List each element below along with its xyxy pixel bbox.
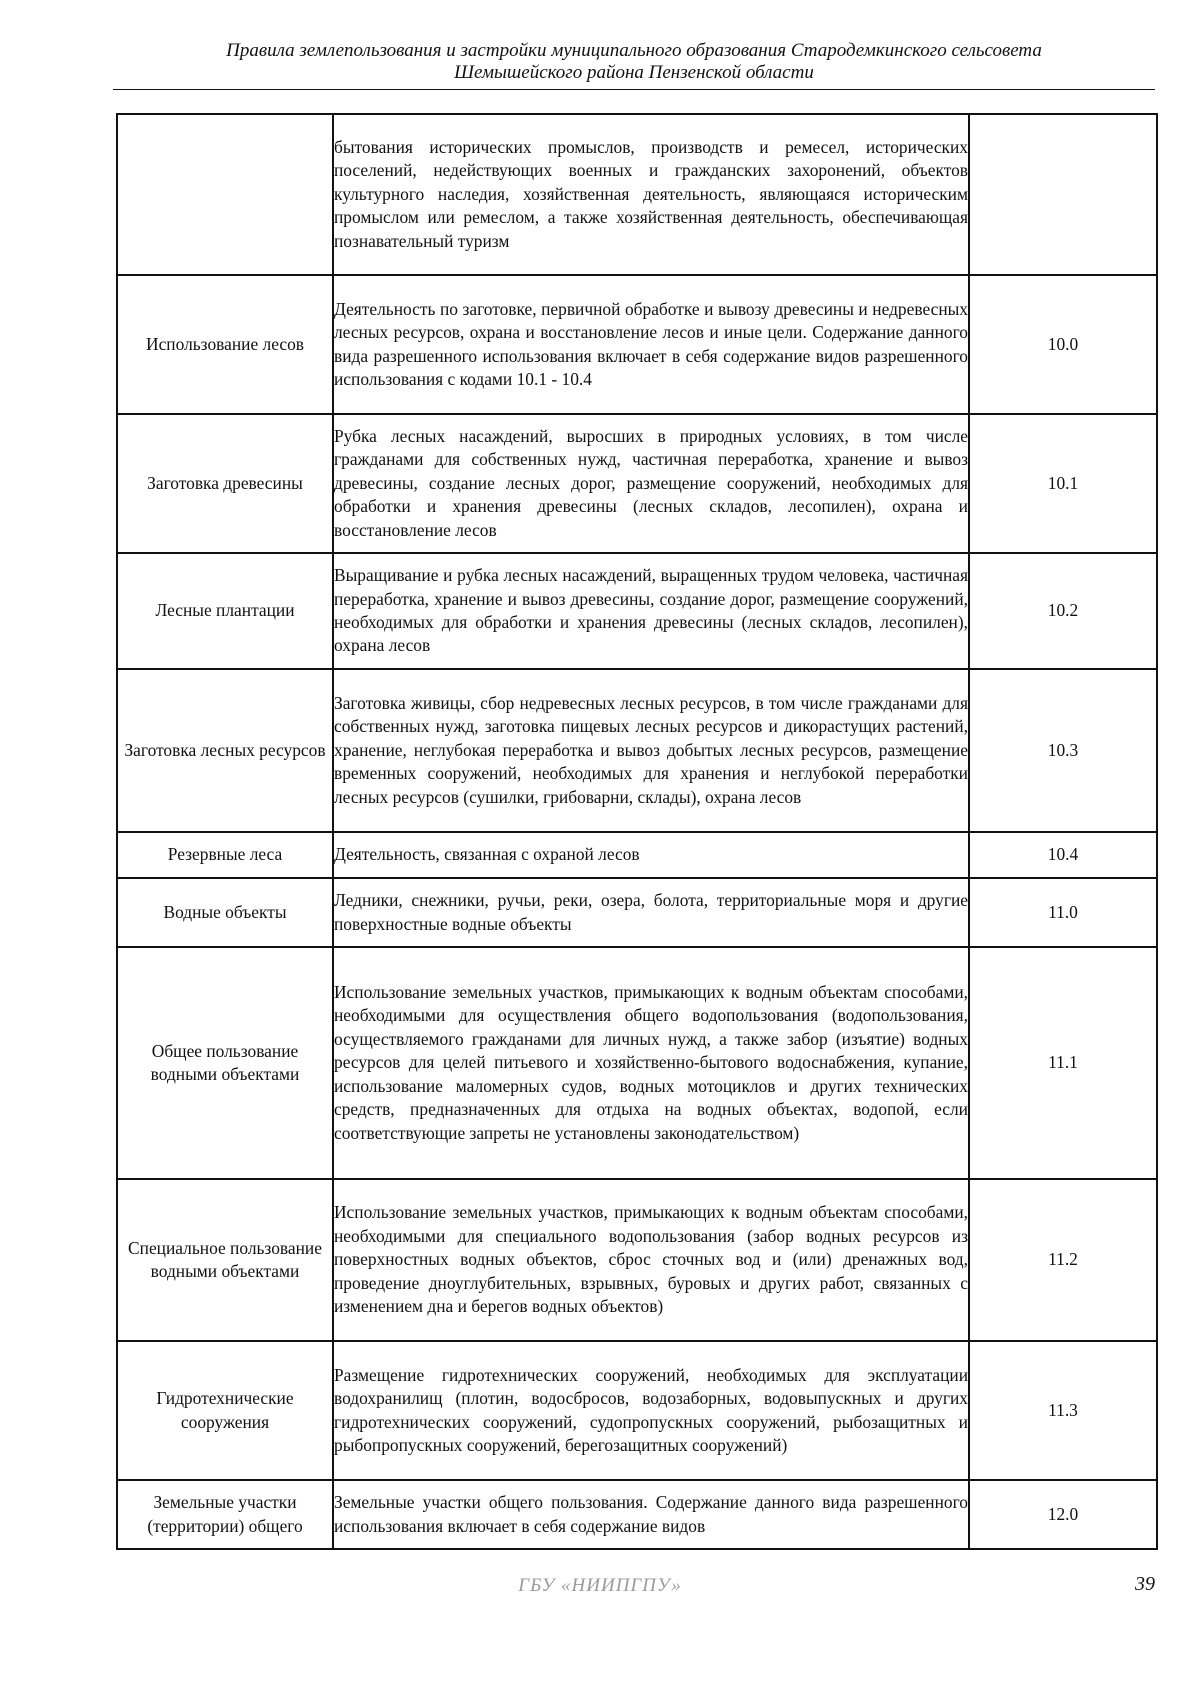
running-header	[113, 40, 1155, 84]
use-type-description: Выращивание и рубка лесных насаждений, выращенных трудом человека, частичная переработка, хранение и вывоз древесины, создание дорог, размещение сооружений, необходимых для обработки и хранения древесины (лесных складов, лесопилен), охрана лесов	[333, 553, 969, 669]
use-type-name	[117, 114, 333, 275]
use-type-code: 10.0	[969, 275, 1157, 414]
use-type-code	[969, 114, 1157, 275]
use-type-description: Заготовка живицы, сбор недревесных лесных ресурсов, в том числе гражданами для собственных нужд, заготовка пищевых лесных ресурсов и дикорастущих растений, хранение, неглубокая переработка и вывоз добытых лесных ресурсов, размещение временных сооружений, необходимых для хранения и неглубокой переработки лесных ресурсов (сушилки, грибоварни, склады), охрана лесов	[333, 669, 969, 832]
use-type-name: Общее пользование водными объектами	[117, 947, 333, 1179]
use-type-code: 11.0	[969, 878, 1157, 947]
use-type-code: 10.4	[969, 832, 1157, 878]
use-type-code: 11.1	[969, 947, 1157, 1179]
use-type-description: Земельные участки общего пользования. Содержание данного вида разрешенного использования включает в себя содержание видов	[333, 1480, 969, 1549]
use-type-name: Лесные плантации	[117, 553, 333, 669]
land-use-table	[116, 113, 1158, 1550]
table-row	[117, 1179, 1157, 1341]
table-row	[117, 414, 1157, 553]
header-line-2: Шемышейского района Пензенской области	[454, 62, 814, 83]
use-type-name: Резервные леса	[117, 832, 333, 878]
table-row	[117, 553, 1157, 669]
use-type-description: Рубка лесных насаждений, выросших в природных условиях, в том числе гражданами для собственных нужд, частичная переработка, хранение и вывоз древесины, создание лесных дорог, размещение сооружений, необходимых для обработки и хранения древесины (лесных складов, лесопилен), охрана и восстановление лесов	[333, 414, 969, 553]
use-type-name: Гидротехнические сооружения	[117, 1341, 333, 1480]
table-row	[117, 1480, 1157, 1549]
use-type-name: Использование лесов	[117, 275, 333, 414]
use-type-code: 11.2	[969, 1179, 1157, 1341]
table-row	[117, 947, 1157, 1179]
use-type-description: Использование земельных участков, примыкающих к водным объектам способами, необходимыми для осуществления общего водопользования (водопользования, осуществляемого гражданами для личных нужд, а также забор (изъятие) водных ресурсов для целей питьевого и хозяйственно-бытового водоснабжения, купание, использование маломерных судов, водных мотоциклов и других технических средств, предназначенных для отдыха на водных объектах, водопой, если соответствующие запреты не установлены законодательством)	[333, 947, 969, 1179]
table-row	[117, 114, 1157, 275]
use-type-description: Ледники, снежники, ручьи, реки, озера, болота, территориальные моря и другие поверхностные водные объекты	[333, 878, 969, 947]
table-row	[117, 1341, 1157, 1480]
use-type-code: 11.3	[969, 1341, 1157, 1480]
table-row	[117, 878, 1157, 947]
header-line-1: Правила землепользования и застройки муниципального образования Стародемкинского сельсовета	[226, 40, 1042, 61]
use-type-code: 10.1	[969, 414, 1157, 553]
use-type-name: Специальное пользование водными объектами	[117, 1179, 333, 1341]
use-type-description: Использование земельных участков, примыкающих к водным объектам способами, необходимыми для специального водопользования (забор водных ресурсов из поверхностных водных объектов, сброс сточных вод и (или) дренажных вод, проведение дноуглубительных, взрывных, буровых и других работ, связанных с изменением дна и берегов водных объектов)	[333, 1179, 969, 1341]
use-type-code: 12.0	[969, 1480, 1157, 1549]
use-type-name: Земельные участки (территории) общего	[117, 1480, 333, 1549]
use-type-description: Деятельность, связанная с охраной лесов	[333, 832, 969, 878]
header-divider	[113, 89, 1155, 90]
use-type-name: Заготовка лесных ресурсов	[117, 669, 333, 832]
use-type-description: Деятельность по заготовке, первичной обработке и вывозу древесины и недревесных лесных ресурсов, охрана и восстановление лесов и иные цели. Содержание данного вида разрешенного использования включает в себя содержание видов разрешенного использования с кодами 10.1 - 10.4	[333, 275, 969, 414]
use-type-name: Заготовка древесины	[117, 414, 333, 553]
use-type-name: Водные объекты	[117, 878, 333, 947]
use-type-code: 10.3	[969, 669, 1157, 832]
table-row	[117, 832, 1157, 878]
use-type-code: 10.2	[969, 553, 1157, 669]
table-row	[117, 275, 1157, 414]
footer-organization: ГБУ «НИИПГПУ»	[518, 1575, 682, 1596]
page-number: 39	[1135, 1573, 1155, 1595]
table-row	[117, 669, 1157, 832]
use-type-description: бытования исторических промыслов, производств и ремесел, исторических поселений, недействующих военных и гражданских захоронений, объектов культурного наследия, хозяйственная деятельность, являющаяся историческим промыслом или ремеслом, а также хозяйственная деятельность, обеспечивающая познавательный туризм	[333, 114, 969, 275]
use-type-description: Размещение гидротехнических сооружений, необходимых для эксплуатации водохранилищ (плотин, водосбросов, водозаборных, водовыпускных и других гидротехнических сооружений, судопропускных сооружений, рыбозащитных и рыбопропускных сооружений, берегозащитных сооружений)	[333, 1341, 969, 1480]
